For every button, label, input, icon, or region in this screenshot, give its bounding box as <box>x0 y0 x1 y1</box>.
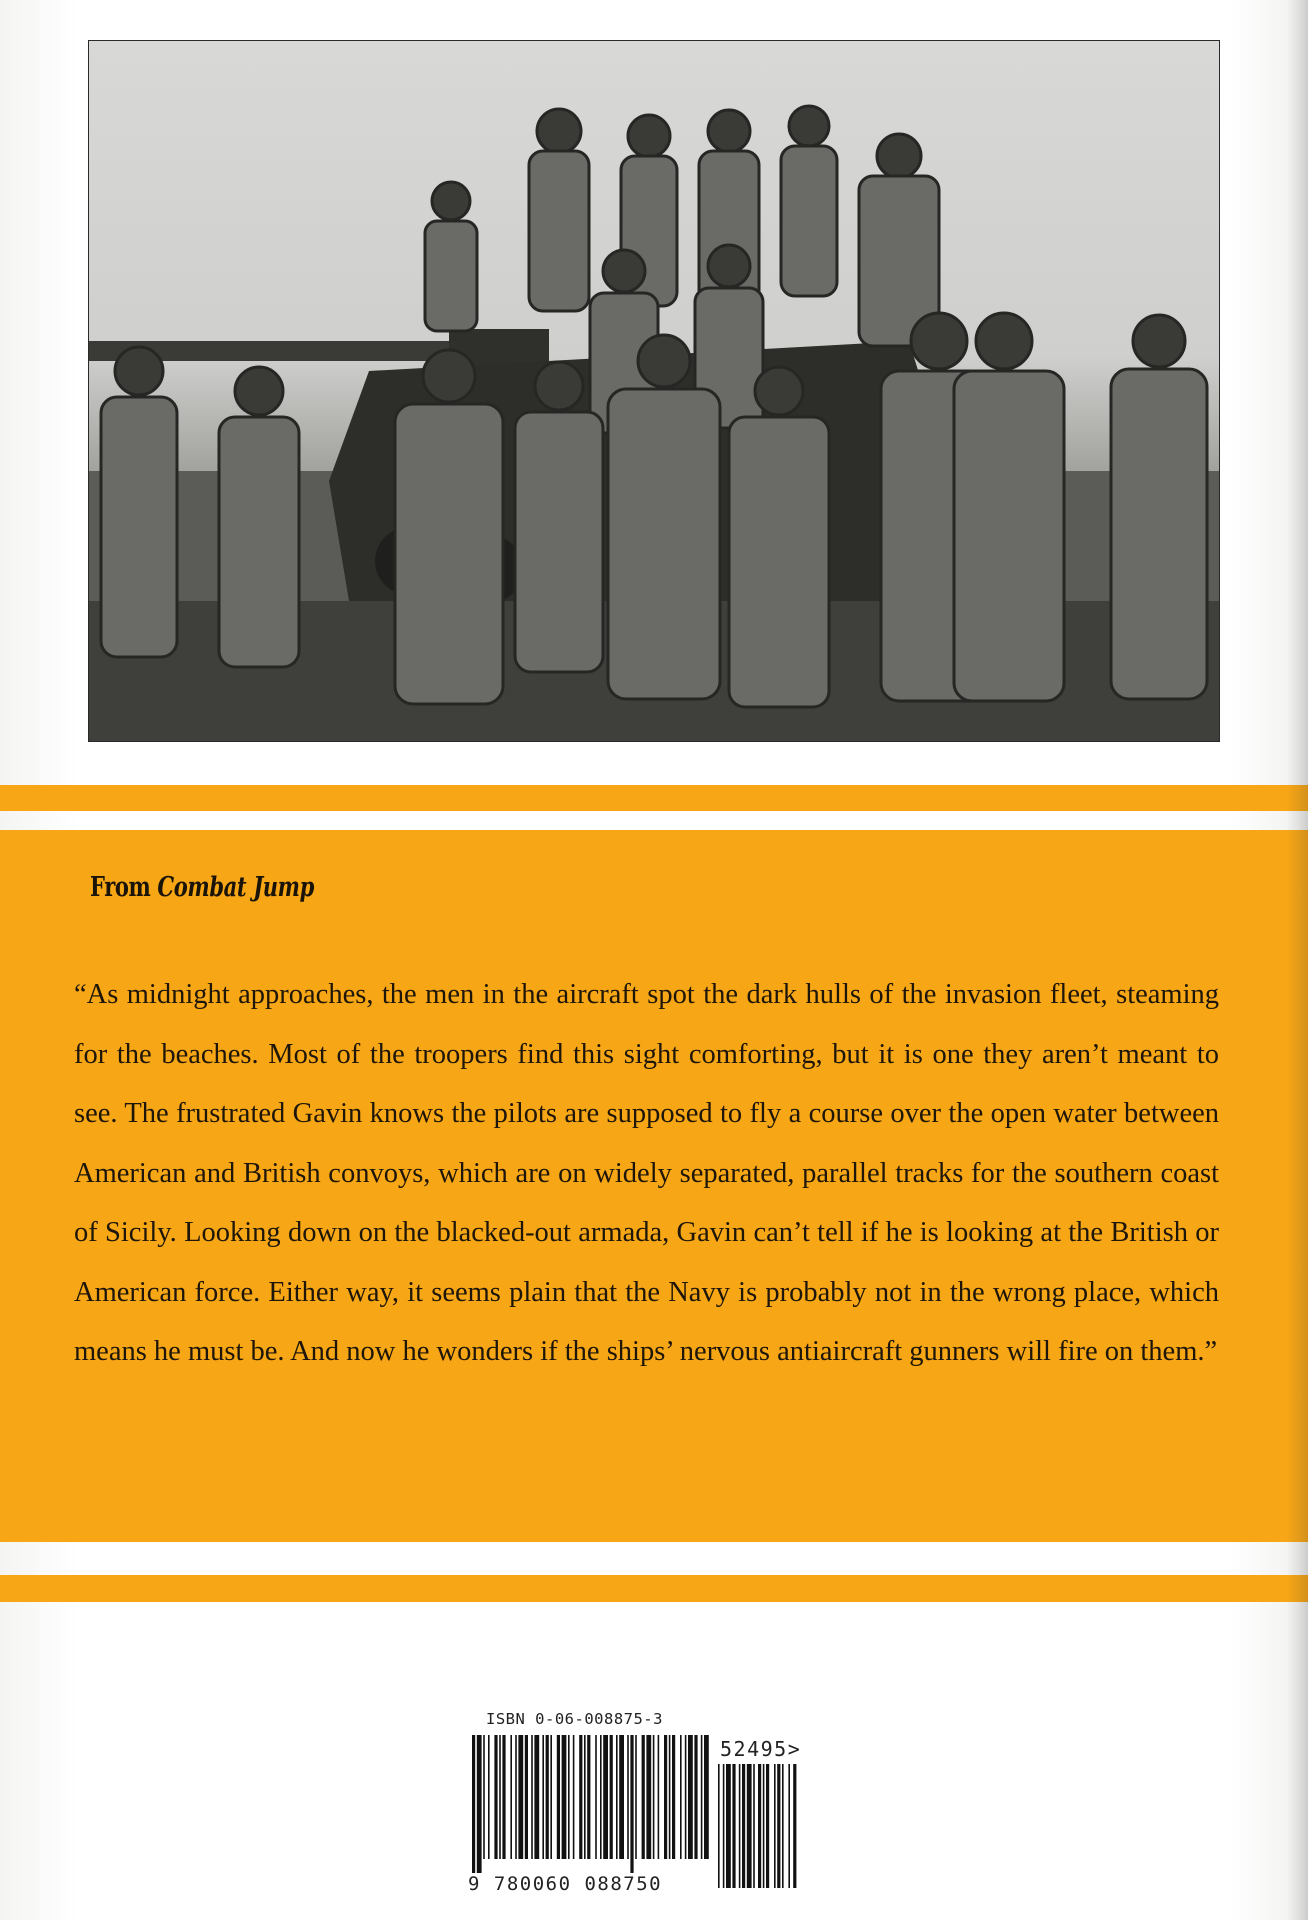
paratroopers-photo <box>88 40 1220 742</box>
paratroopers-on-tank-illustration <box>89 41 1219 741</box>
orange-stripe-top <box>0 785 1308 811</box>
cover-edge-shadow <box>1286 0 1308 1920</box>
excerpt-prefix: From <box>90 872 151 903</box>
ean-barcode <box>470 1735 710 1875</box>
excerpt-quote: “As midnight approaches, the men in the aircraft spot the dark hulls of the invasion fleet, steaming for the beaches. Most of the troopers find this sight comforting, but it is one they aren’t meant to see. The frustrated Gavin knows the pilots are supposed to fly a course over the open water between American and British convoys, which are on widely separated, parallel tracks for the southern coast of Sicily. Looking down on the blacked-out armada, Gavin can’t tell if he is looking at the British or American force. Either way, it seems plain that the Navy is probably not in the wrong place, which means he must be. And now he wonders if the ships’ nervous antiaircraft gunners will fire on them.” <box>74 979 1219 1367</box>
isbn-label: ISBN 0-06-008875-3 <box>486 1710 663 1728</box>
price-code: 52495> <box>720 1737 802 1761</box>
excerpt-source <box>90 872 314 903</box>
price-addon-barcode <box>716 1764 800 1894</box>
ean-number: 9 780060 088750 <box>468 1873 663 1895</box>
orange-stripe-bottom <box>0 1575 1308 1602</box>
book-title: Combat Jump <box>157 872 314 903</box>
